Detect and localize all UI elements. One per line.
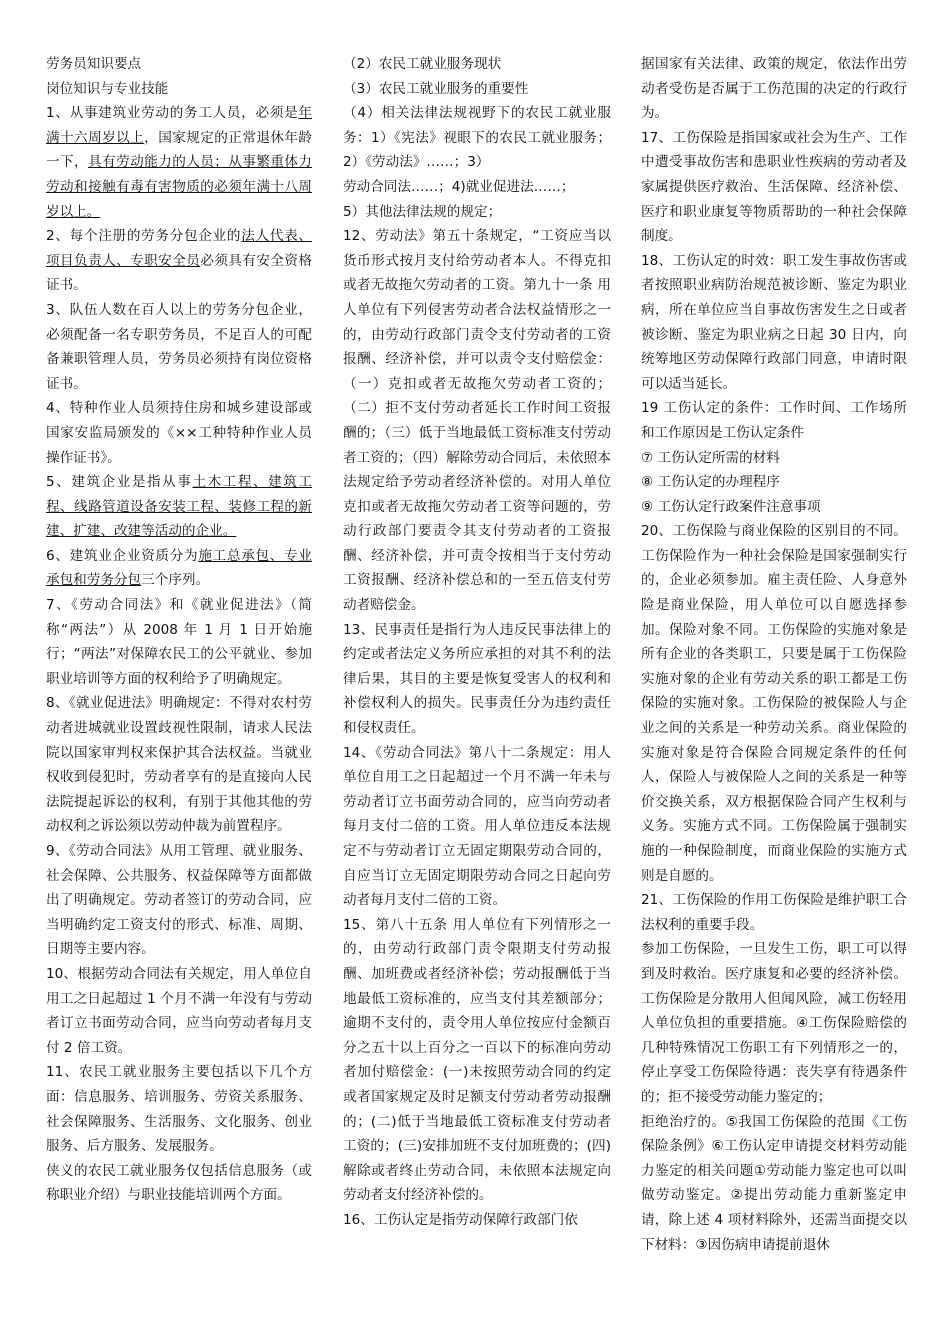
paragraph-text: 14、《劳动合同法》第八十二条规定：用人单位自用工之日起超过一个月不满一年未与劳动者订立书面劳动合同的，应当向劳动者每月支付二倍的工资。用人单位违反本法规定不与劳动者订立无固定期限劳动合同的，自应当订立无固定期限劳动合同之日起向劳动者每月支付二倍的工资。	[343, 744, 611, 909]
paragraph-text: 4、特种作业人员须持住房和城乡建设部或国家安监局颁发的《××工种特种作业人员操作证书》。	[46, 400, 312, 466]
underlined-text: 法人代表、项目负责人、专职安全员	[46, 228, 312, 269]
paragraph	[46, 101, 312, 224]
paragraph	[641, 396, 907, 445]
paragraph-text: 必须具有安全资格证书。	[46, 252, 313, 294]
paragraph-text: （3）农民工就业服务的重要性	[343, 80, 529, 97]
paragraph-text: 20、工伤保险与商业保险的区别目的不同。工伤保险作为一种社会保险是国家强制实行的，企业必须参加。雇主责任险、人身意外险是商业保险，用人单位可以自愿选择参加。保险对象不同。工伤保险的实施对象是所有企业的各类职工，只要是属于工伤保险实施对象的企业有劳动关系的职工都是工伤保险的实施对象。工伤保险的被保险人与企业之间的关系是一种劳动关系。商业保险的实施对象是符合保险合同规定条件的任何人，保险人与被保险人之间的关系是一种等价交换关系，双方根据保险合同产生权利与义务。实施方式不同。工伤保险属于强制实施的一种保险制度，而商业保险的实施方式则是自愿的。	[641, 523, 907, 884]
paragraph-text: 18、工伤认定的时效：职工发生事故伤害或者按照职业病防治规范被诊断、鉴定为职业病，所在单位应当自事故伤害发生之日或者被诊断、鉴定为职业病之日起 30 日内，向统筹地区劳动保障行政部门同意，申请时限可以适当延长。	[641, 252, 907, 392]
paragraph-text: 拒绝治疗的。⑤我国工伤保险的范围《工伤保险条例》⑥工伤认定申请提交材料劳动能力鉴定的相关问题①劳动能力鉴定也可以叫做劳动鉴定。②提出劳动能力重新鉴定申请，除上述 4 项材料除外，还需当面提交以下材料：③因伤病申请提前退休	[641, 1113, 907, 1253]
paragraph-text: 2、每个注册的劳务分包企业的	[46, 228, 242, 245]
paragraph	[343, 913, 611, 1208]
paragraph	[46, 1060, 312, 1158]
paragraph-text: 12、劳动法》第五十条规定，“工资应当以货币形式按月支付给劳动者本人。不得克扣或者无故拖欠劳动者的工资。第九十一条 用人单位有下列侵害劳动者合法权益情形之一的，由劳动行政部门责令支付劳动者的工资报酬、经济补偿，并可以责令支付赔偿金：（一）克扣或者无故拖欠劳动者工资的；（二）拒不支付劳动者延长工作时间工资报酬的；（三）低于当地最低工资标准支付劳动者工资的；（四）解除劳动合同后，未依照本法规定给予劳动者经济补偿的。对用人单位克扣或者无故拖欠劳动者工资等问题的，劳动行政部门要责令其支付劳动者的工资报酬、经济补偿，并可责令按相当于支付劳动工资报酬、经济补偿总和的一至五倍支付劳动者赔偿金。	[343, 228, 611, 614]
paragraph	[641, 1110, 907, 1258]
paragraph-text: 17、工伤保险是指国家或社会为生产、工作中遭受事故伤害和患职业性疾病的劳动者及家属提供医疗救治、生活保障、经济补偿、医疗和职业康复等物质帮助的一种社会保障制度。	[641, 129, 907, 245]
paragraph	[46, 396, 312, 470]
paragraph-text: 3、队伍人数在百人以上的劳务分包企业，必须配备一名专职劳务员，不足百人的可配备兼职管理人员，劳务员必须持有岗位资格证书。	[46, 301, 312, 392]
paragraph	[641, 126, 907, 249]
paragraph-text: 岗位知识与专业技能	[46, 80, 169, 97]
underlined-text: 具有劳动能力的人员；从事繁重体力劳动和接触有毒有害物质的必须年满十八周岁以上。	[46, 154, 313, 220]
paragraph-text: 10、根据劳动合同法有关规定，用人单位自用工之日起超过 1 个月不满一年没有与劳动者订立书面劳动合同，应当向劳动者每月支付 2 倍工资。	[46, 965, 312, 1056]
paragraph	[641, 888, 907, 937]
paragraph-text: 9、《劳动合同法》从用工管理、就业服务、社会保障、公共服务、权益保障等方面都做出了明确规定。劳动者签订的劳动合同，应当明确约定工资支付的形式、标准、周期、日期等主要内容。	[46, 843, 312, 958]
paragraph-text: （4）相关法律法规视野下的农民工就业服务：1）《宪法》视眼下的农民工就业服务；2）《劳动法》……；3）	[343, 105, 611, 171]
paragraph	[343, 224, 611, 618]
paragraph-text: 15、第八十五条 用人单位有下列情形之一的，由劳动行政部门责令限期支付劳动报酬、加班费或者经济补偿；劳动报酬低于当地最低工资标准的，应当支付其差额部分；逾期不支付的，责令用人单位按应付金额百分之五十以上百分之一百以下的标准向劳动者加付赔偿金：(一)未按照劳动合同的约定或者国家规定及时足额支付劳动者劳动报酬的；(二)低于当地最低工资标准支付劳动者工资的；(三)安排加班不支付加班费的；(四)解除或者终止劳动合同，未依照本法规定向劳动者支付经济补偿的。	[343, 916, 611, 1204]
paragraph	[46, 839, 312, 962]
underlined-text: 年满十六周岁以上	[46, 105, 312, 146]
paragraph	[343, 200, 611, 225]
paragraph-text: （2）农民工就业服务现状	[343, 56, 502, 72]
paragraph-text: ⑧ 工伤认定的办理程序	[641, 474, 780, 491]
paragraph	[343, 175, 611, 200]
underlined-text: 施工总承包、专业承包和劳务分包	[46, 547, 312, 589]
paragraph	[46, 962, 312, 1060]
paragraph	[343, 52, 611, 77]
paragraph-text: 三个序列。	[141, 572, 210, 589]
paragraph-text: 劳动合同法……；4)就业促进法……；	[343, 178, 575, 195]
paragraph	[46, 224, 312, 298]
paragraph-text: 11、农民工就业服务主要包括以下几个方面：信息服务、培训服务、劳资关系服务、社会保障服务、生活服务、文化服务、创业服务、后方服务、发展服务。	[46, 1064, 312, 1155]
paragraph-text: ⑨ 工伤认定行政案件注意事项	[641, 498, 821, 515]
paragraph-text: 7、《劳动合同法》和《就业促进法》（简称“两法”）从 2008 年 1 月 1 日开始施行；“两法”对保障农民工的公平就业、参加职业培训等方面的权利给予了明确规定。	[46, 597, 312, 687]
paragraph	[641, 937, 907, 1109]
paragraph	[343, 741, 611, 913]
paragraph-text: 劳务员知识要点	[46, 56, 142, 72]
paragraph	[641, 519, 907, 888]
paragraph-text: 侠义的农民工就业服务仅包括信息服务（或称职业介绍）与职业技能培训两个方面。	[46, 1162, 312, 1204]
paragraph	[46, 298, 312, 396]
paragraph	[46, 470, 312, 544]
paragraph	[641, 249, 907, 397]
paragraph-text: 19 工伤认定的条件：工作时间、工作场所和工作原因是工伤认定条件	[641, 400, 907, 441]
text-column-2	[343, 52, 611, 1233]
paragraph	[641, 446, 907, 471]
paragraph-text: 21、工伤保险的作用工伤保险是维护职工合法权利的重要手段。	[641, 892, 907, 933]
paragraph	[641, 52, 907, 126]
paragraph-text: 5）其他法律法规的规定；	[343, 203, 502, 220]
paragraph-text: ⑦ 工伤认定所需的材料	[641, 449, 780, 466]
paragraph-text: 13、民事责任是指行为人违反民事法律上的约定或者法定义务所应承担的对其不利的法律后果，其目的主要是恢复受害人的权利和补偿权利人的损失。民事责任分为违约责任和侵权责任。	[343, 621, 611, 737]
paragraph	[343, 77, 611, 102]
paragraph-text: ，国家规定的正常退休年龄一下，	[46, 129, 313, 171]
paragraph	[46, 691, 312, 839]
paragraph-text: 16、工伤认定是指劳动保障行政部门依	[343, 1211, 578, 1228]
paragraph	[46, 52, 312, 77]
paragraph-text: 1、从事建筑业劳动的务工人员，必须是	[46, 105, 299, 122]
text-column-3	[641, 52, 907, 1257]
underlined-text: 土木工程、建筑工程、线路管道设备安装工程、装修工程的新建、扩建、改建等活动的企业。	[46, 474, 312, 540]
paragraph-text: 5、建筑企业是指从事	[46, 474, 193, 491]
paragraph-text: 8、《就业促进法》明确规定：不得对农村劳动者进城就业设置歧视性限制，请求人民法院以国家审判权来保护其合法权益。当就业权收到侵犯时，劳动者享有的是直接向人民法院提起诉讼的权利，有别于其他其他的劳动权利之诉讼须以劳动仲裁为前置程序。	[46, 695, 312, 835]
paragraph	[343, 618, 611, 741]
paragraph	[641, 495, 907, 520]
paragraph	[641, 470, 907, 495]
paragraph	[46, 1159, 312, 1208]
paragraph-text: 6、建筑业企业资质分为	[46, 547, 199, 564]
text-column-1	[46, 52, 312, 1208]
paragraph	[46, 544, 312, 593]
paragraph	[343, 1208, 611, 1233]
paragraph	[46, 77, 312, 102]
paragraph	[343, 101, 611, 175]
paragraph-text: 参加工伤保险，一旦发生工伤，职工可以得到及时救治。医疗康复和必要的经济补偿。工伤保险是分散用人但闻风险，减工伤轻用人单位负担的重要措施。④工伤保险赔偿的几种特殊情况工伤职工有下列情形之一的，停止享受工伤保险待遇：丧失享有待遇条件的；拒不接受劳动能力鉴定的；	[641, 941, 907, 1105]
paragraph	[46, 593, 312, 691]
paragraph-text: 据国家有关法律、政策的规定，依法作出劳动者受伤是否属于工伤范围的决定的行政行为。	[641, 56, 907, 122]
